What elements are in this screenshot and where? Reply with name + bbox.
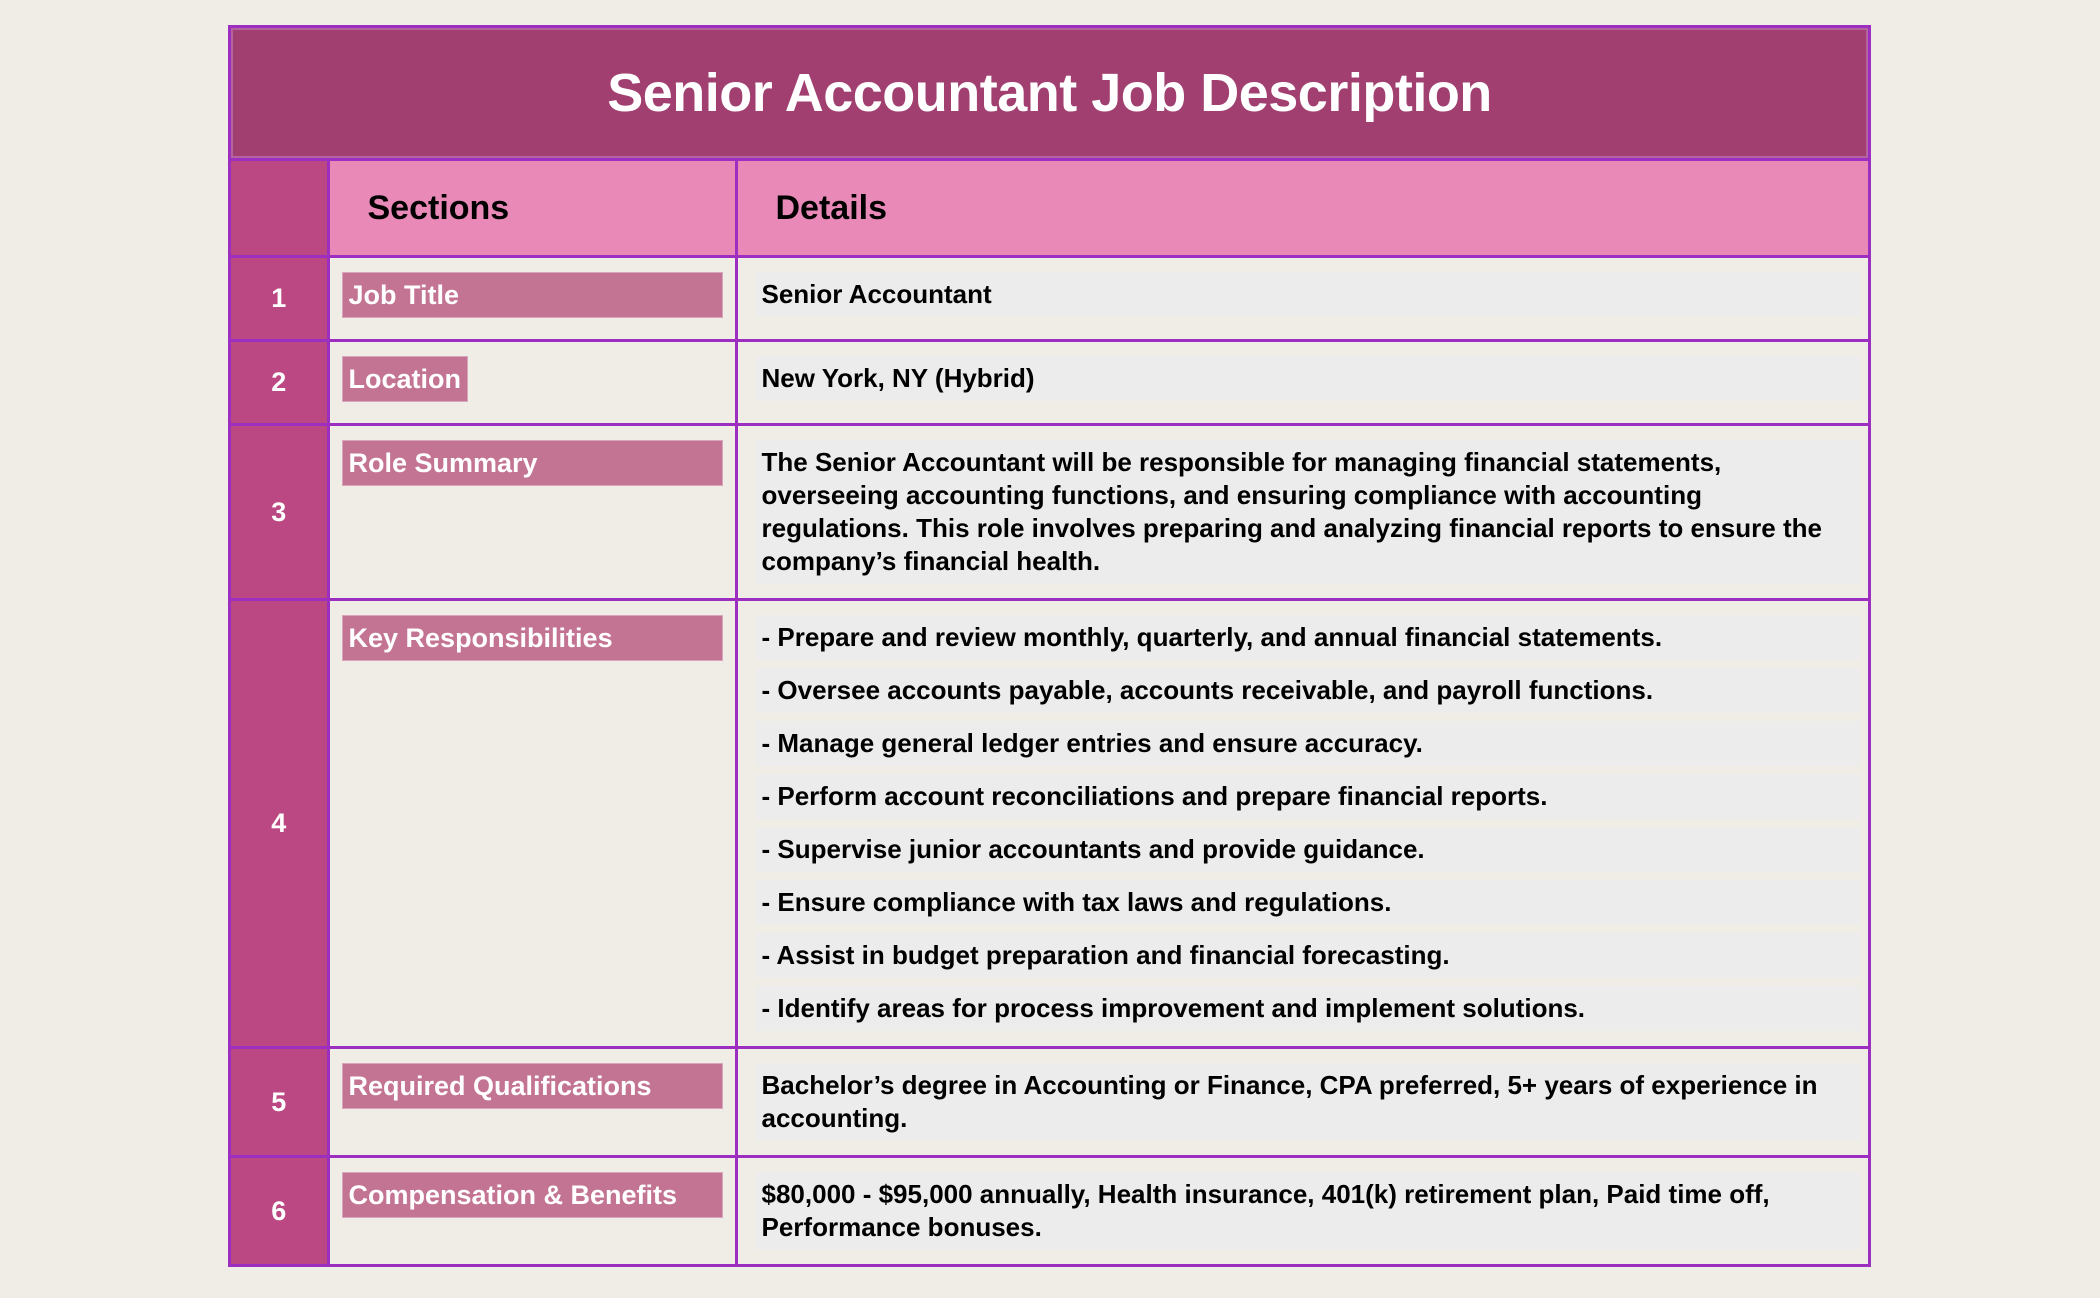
details-cell — [736, 600, 1868, 1048]
table-header-row — [231, 161, 1868, 257]
title-bar — [231, 28, 1868, 161]
table-row — [231, 1048, 1868, 1157]
list-item: - Prepare and review monthly, quarterly, and annual financial statements. — [756, 615, 1861, 660]
list-item: - Assist in budget preparation and financial forecasting. — [756, 933, 1861, 978]
table-row — [231, 1157, 1868, 1265]
details-text: Senior Accountant — [756, 272, 1861, 317]
row-number: 3 — [231, 425, 328, 600]
table-row — [231, 341, 1868, 425]
list-item: - Perform account reconciliations and prepare financial reports. — [756, 774, 1861, 819]
section-cell — [328, 257, 736, 341]
section-cell — [328, 341, 736, 425]
section-cell — [328, 425, 736, 600]
section-cell — [328, 1048, 736, 1157]
details-cell — [736, 341, 1868, 425]
header-details: Details — [736, 161, 1868, 257]
section-cell — [328, 600, 736, 1048]
list-item: - Identify areas for process improvement and implement solutions. — [756, 986, 1861, 1031]
details-cell — [736, 257, 1868, 341]
list-item: - Manage general ledger entries and ensure accuracy. — [756, 721, 1861, 766]
section-label: Key Responsibilities — [342, 615, 723, 661]
details-cell — [736, 1048, 1868, 1157]
section-label: Role Summary — [342, 440, 723, 486]
row-number: 2 — [231, 341, 328, 425]
section-label: Job Title — [342, 272, 723, 318]
table-row — [231, 600, 1868, 1048]
section-label: Required Qualifications — [342, 1063, 723, 1109]
details-cell — [736, 425, 1868, 600]
details-text: New York, NY (Hybrid) — [756, 356, 1861, 401]
details-text: Bachelor’s degree in Accounting or Finance, CPA preferred, 5+ years of experience in accounting. — [756, 1063, 1861, 1141]
list-item: - Oversee accounts payable, accounts receivable, and payroll functions. — [756, 668, 1861, 713]
section-label: Location — [342, 356, 469, 402]
list-item: - Ensure compliance with tax laws and regulations. — [756, 880, 1861, 925]
row-number: 4 — [231, 600, 328, 1048]
section-label: Compensation & Benefits — [342, 1172, 723, 1218]
row-number: 1 — [231, 257, 328, 341]
header-sections: Sections — [328, 161, 736, 257]
job-description-document — [228, 25, 1871, 1267]
list-item: - Supervise junior accountants and provide guidance. — [756, 827, 1861, 872]
row-number: 6 — [231, 1157, 328, 1265]
header-number — [231, 161, 328, 257]
table-row — [231, 425, 1868, 600]
details-text: $80,000 - $95,000 annually, Health insurance, 401(k) retirement plan, Paid time off, Performance bonuses. — [756, 1172, 1861, 1250]
page-title: Senior Accountant Job Description — [607, 63, 1492, 123]
details-cell — [736, 1157, 1868, 1265]
row-number: 5 — [231, 1048, 328, 1157]
responsibilities-list — [756, 615, 1861, 1031]
section-cell — [328, 1157, 736, 1265]
table-row — [231, 257, 1868, 341]
job-description-table — [231, 161, 1868, 1264]
details-text: The Senior Accountant will be responsible for managing financial statements, overseeing accounting functions, and ensuring compliance with accounting regulations. This role involves preparing and analyzing financial reports to ensure the company’s financial health. — [756, 440, 1861, 584]
